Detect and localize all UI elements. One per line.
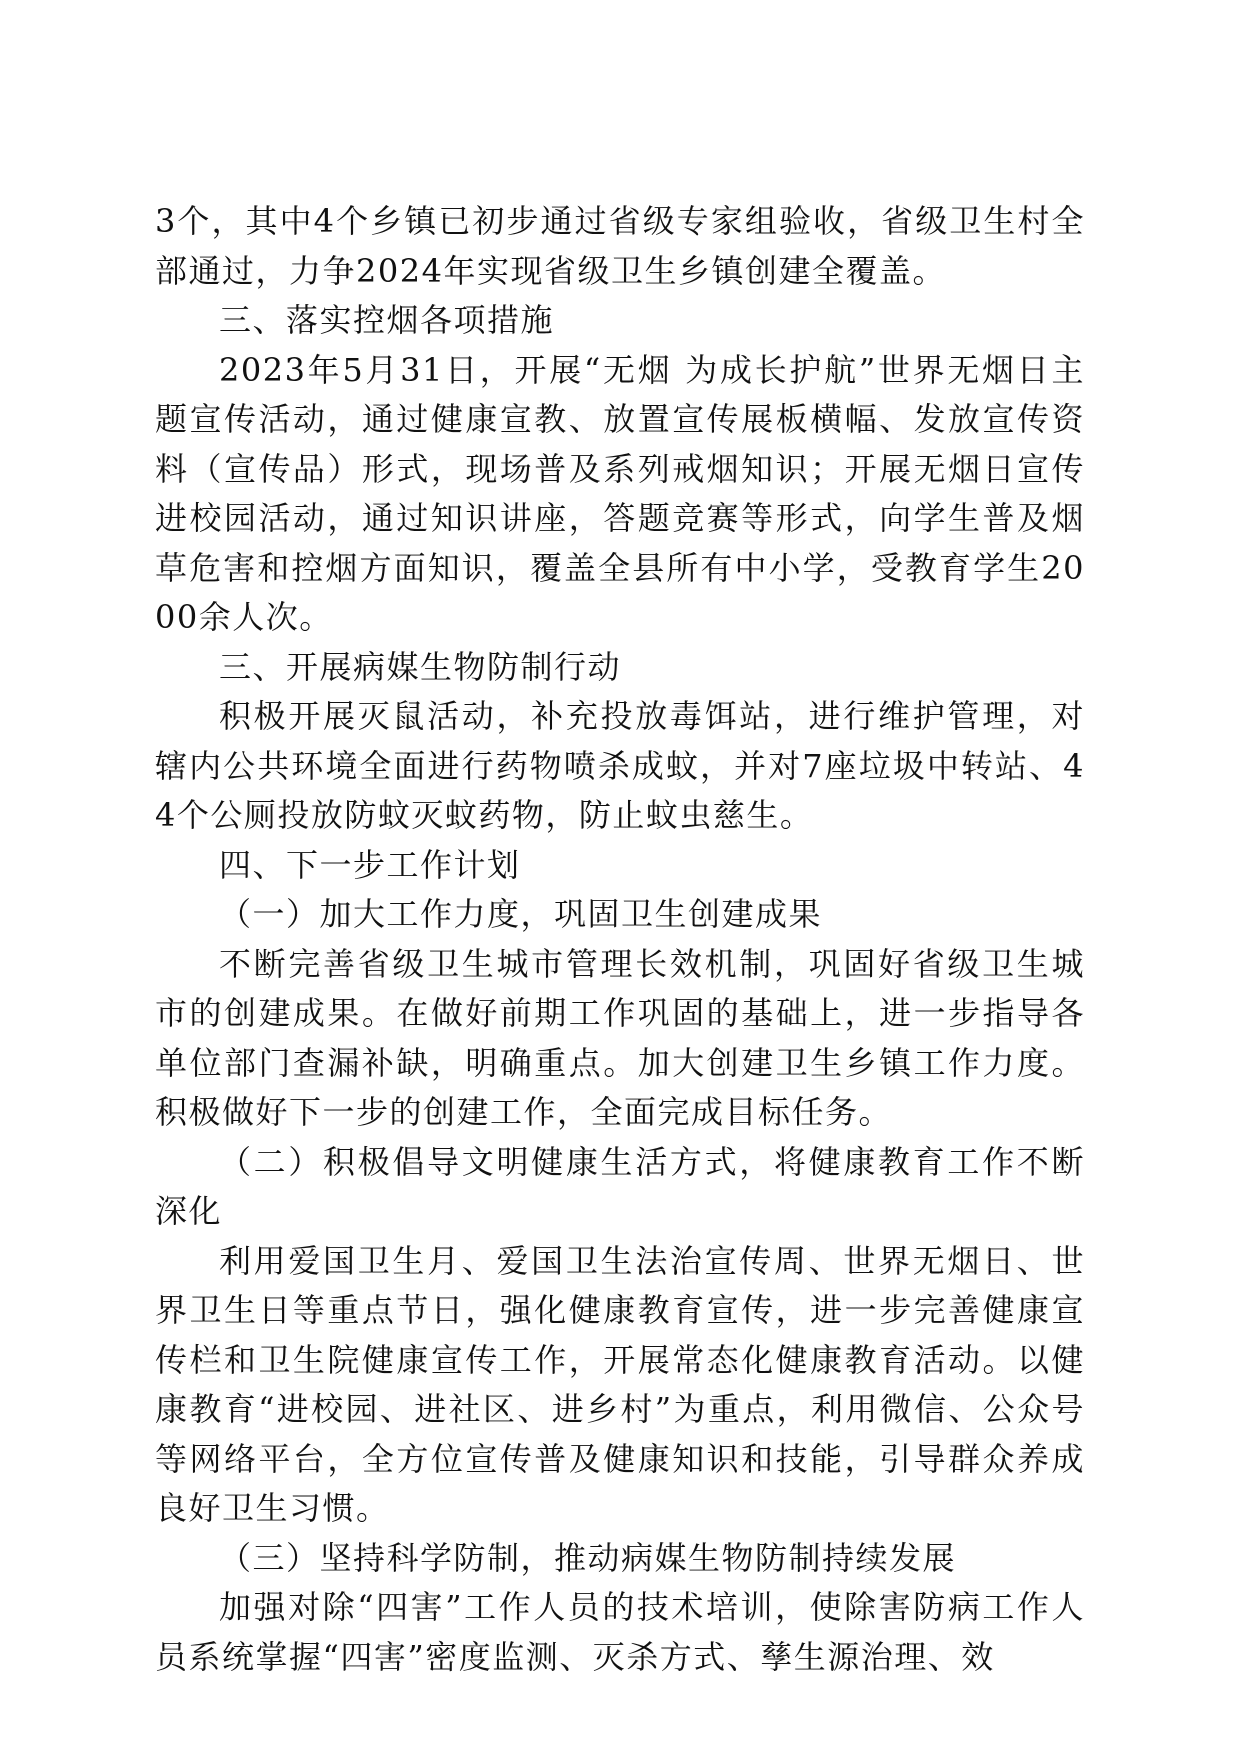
subheading-strengthen-work: （一）加大工作力度，巩固卫生创建成果 [219, 895, 823, 933]
document-body [155, 197, 1085, 1682]
paragraph-sanitation-mechanism: 不断完善省级卫生城市管理长效机制，巩固好省级卫生城市的创建成果。在做好前期工作巩固的基础上，进一步指导各单位部门查漏补缺，明确重点。加大创建卫生乡镇工作力度。积极做好下一步的创建工作，全面完成目标任务。 [155, 944, 1085, 1131]
paragraph-continuation: 3个，其中4个乡镇已初步通过省级专家组验收，省级卫生村全部通过，力争2024年实现省级卫生乡镇创建全覆盖。 [155, 202, 1085, 290]
paragraph-no-tobacco-day: 2023年5月31日，开展“无烟 为成长护航”世界无烟日主题宣传活动，通过健康宣教、放置宣传展板横幅、发放宣传资料（宣传品）形式，现场普及系列戒烟知识；开展无烟日宣传进校园活动，通过知识讲座，答题竞赛等形式，向学生普及烟草危害和控烟方面知识，覆盖全县所有中小学，受教育学生2000余人次。 [155, 350, 1085, 636]
section-heading-next-steps: 四、下一步工作计划 [219, 845, 521, 884]
subheading-scientific-control: （三）坚持科学防制，推动病媒生物防制持续发展 [219, 1538, 957, 1577]
section-heading-tobacco-control: 三、落实控烟各项措施 [219, 301, 555, 339]
subheading-healthy-lifestyle: （二）积极倡导文明健康生活方式，将健康教育工作不断深化 [155, 1142, 1085, 1230]
section-heading-vector-control: 三、开展病媒生物防制行动 [219, 647, 622, 686]
paragraph-rodent-mosquito-control: 积极开展灭鼠活动，补充投放毒饵站，进行维护管理，对辖内公共环境全面进行药物喷杀成蚊，并对7座垃圾中转站、44个公厕投放防蚊灭蚊药物，防止蚊虫慈生。 [155, 697, 1085, 834]
paragraph-health-education: 利用爱国卫生月、爱国卫生法治宣传周、世界无烟日、世界卫生日等重点节日，强化健康教育宣传，进一步完善健康宣传栏和卫生院健康宣传工作，开展常态化健康教育活动。以健康教育“进校园、进社区、进乡村”为重点，利用微信、公众号等网络平台，全方位宣传普及健康知识和技能，引导群众养成良好卫生习惯。 [155, 1241, 1085, 1527]
paragraph-pest-training: 加强对除“四害”工作人员的技术培训，使除害防病工作人员系统掌握“四害”密度监测、灭杀方式、孳生源治理、效 [155, 1588, 1085, 1676]
